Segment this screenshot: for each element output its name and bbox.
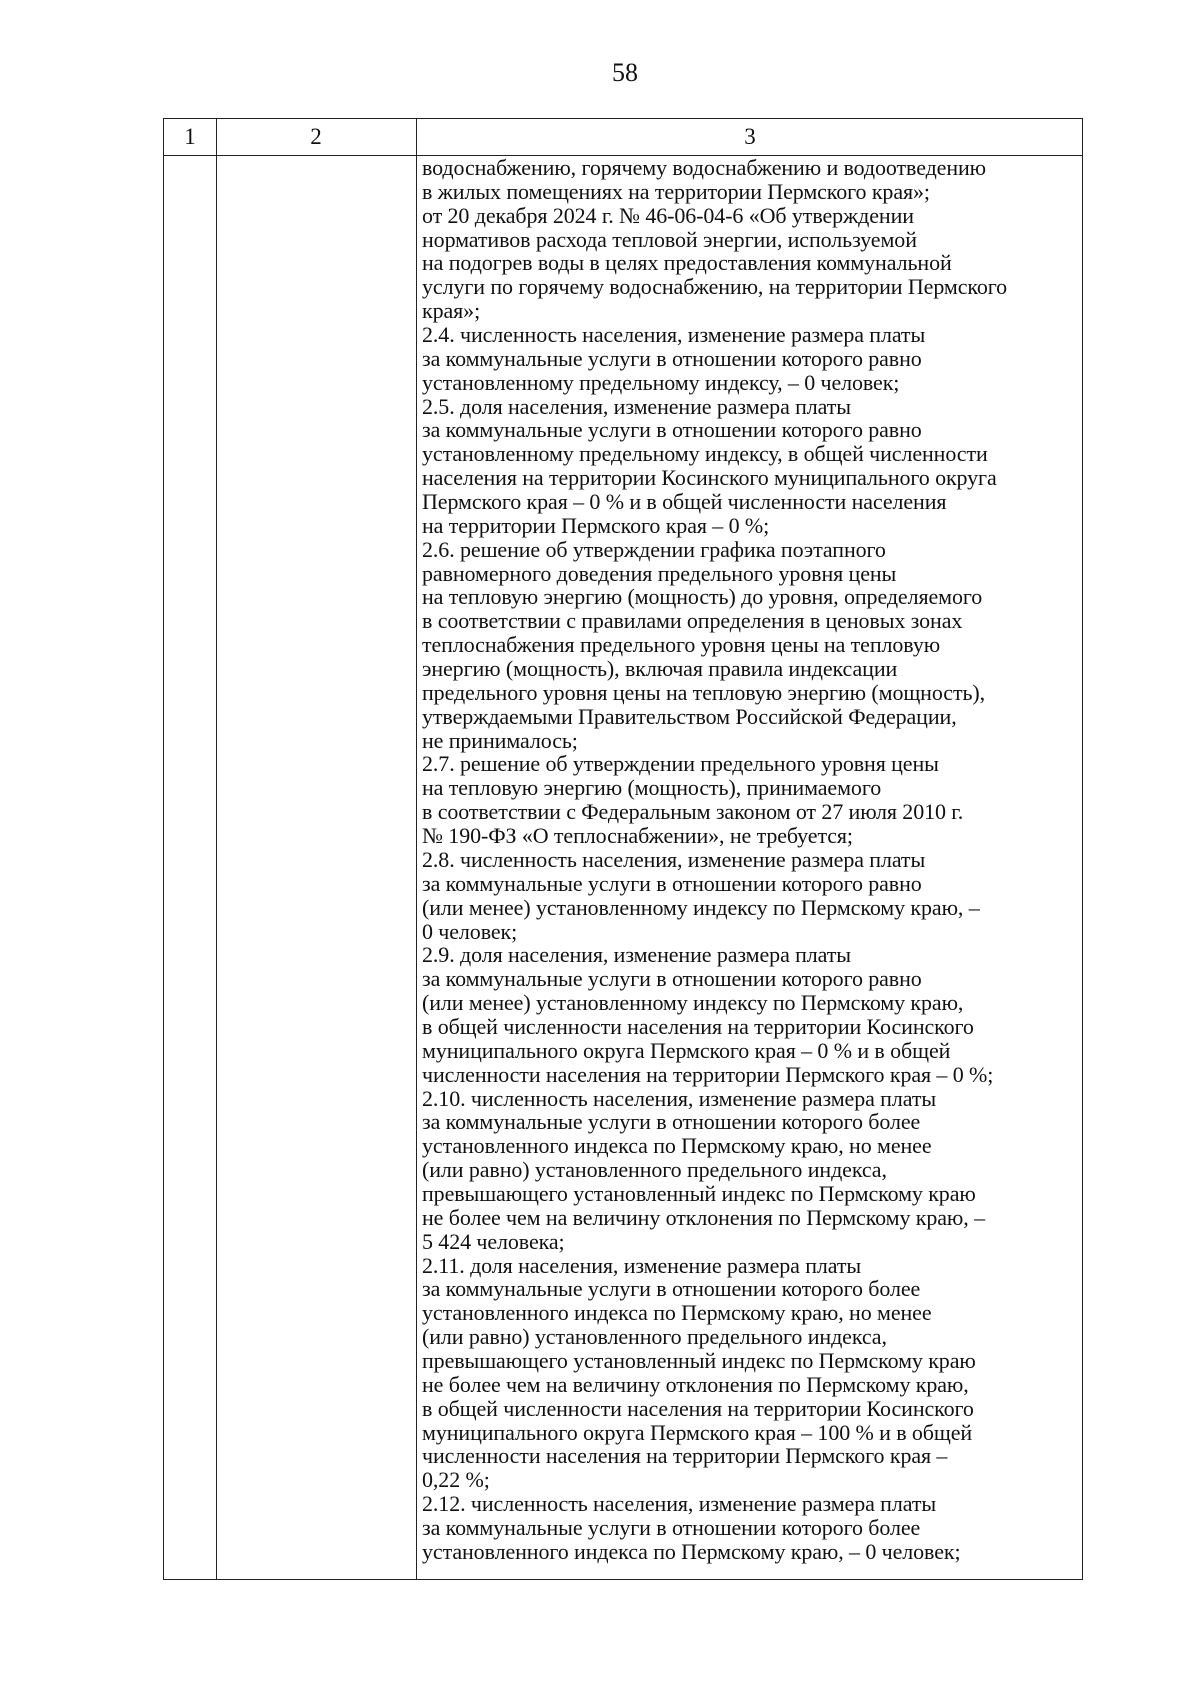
text-line: в общей численности населения на территории Косинского — [422, 1013, 974, 1039]
text-line: не более чем на величину отклонения по Пермскому краю, – — [422, 1204, 985, 1230]
text-line: за коммунальные услуги в отношении которого равно — [422, 345, 922, 371]
text-line: водоснабжению, горячему водоснабжению и водоотведению — [422, 155, 987, 180]
text-line: в соответствии с Федеральным законом от 27 июля 2010 г. — [422, 799, 964, 825]
text-line: 2.9. доля населения, изменение размера платы — [422, 942, 851, 968]
text-line: установленному предельному индексу, – 0 человек; — [422, 369, 900, 395]
text-line: установленному предельному индексу, в общей численности — [422, 441, 988, 467]
text-line: за коммунальные услуги в отношении которого равно — [422, 870, 922, 896]
text-line: Пермского края – 0 % и в общей численности населения — [422, 489, 947, 515]
text-line: численности населения на территории Пермского края – — [422, 1443, 948, 1469]
text-line: установленного индекса по Пермскому краю, но менее — [422, 1300, 932, 1326]
text-line: нормативов расхода тепловой энергии, используемой — [422, 226, 917, 252]
text-line: муниципального округа Пермского края – 100 % и в общей — [422, 1419, 973, 1445]
text-line: не более чем на величину отклонения по Пермскому краю, — [422, 1371, 969, 1397]
text-line: 2.6. решение об утверждении графика поэтапного — [422, 536, 886, 562]
text-line: услуги по горячему водоснабжению, на территории Пермского — [422, 274, 1008, 300]
text-line: 0,22 %; — [422, 1467, 490, 1493]
text-line: превышающего установленный индекс по Пермскому краю — [422, 1347, 976, 1373]
text-line: 0 человек; — [422, 918, 518, 944]
text-line: муниципального округа Пермского края – 0 % и в общей — [422, 1037, 951, 1063]
text-line: численности населения на территории Пермского края – 0 %; — [422, 1061, 994, 1087]
text-line: в соответствии с правилами определения в ценовых зонах — [422, 608, 963, 634]
text-line: на территории Пермского края – 0 %; — [422, 512, 770, 538]
text-line: населения на территории Косинского муниципального округа — [422, 465, 997, 491]
text-line: за коммунальные услуги в отношении которого равно — [422, 966, 922, 992]
text-line: (или менее) установленному индексу по Пермскому краю, — [422, 990, 964, 1016]
page-number: 58 — [612, 58, 638, 87]
text-line: 2.12. численность населения, изменение размера платы — [422, 1491, 937, 1517]
text-line: за коммунальные услуги в отношении которого равно — [422, 417, 922, 443]
text-line: в жилых помещениях на территории Пермского края»; — [422, 178, 930, 204]
text-line: (или равно) установленного предельного индекса, — [422, 1157, 887, 1183]
document-table — [163, 118, 1083, 1580]
text-line: 2.4. численность населения, изменение размера платы — [422, 322, 926, 348]
text-line: в общей численности населения на территории Косинского — [422, 1395, 974, 1421]
column-header-2: 2 — [310, 124, 322, 149]
text-line: № 190-ФЗ «О теплоснабжении», не требуется; — [422, 823, 853, 849]
column-divider-1 — [216, 119, 217, 1579]
text-line: края»; — [422, 298, 481, 324]
text-line: за коммунальные услуги в отношении которого более — [422, 1109, 921, 1135]
text-line: 2.5. доля населения, изменение размера платы — [422, 393, 851, 419]
column-divider-2 — [416, 119, 417, 1579]
text-line: 2.7. решение об утверждении предельного уровня цены — [422, 751, 939, 777]
column-header-3: 3 — [744, 124, 756, 149]
text-line: 2.8. численность населения, изменение размера платы — [422, 846, 926, 872]
text-line: 2.10. численность населения, изменение размера платы — [422, 1085, 937, 1111]
text-line: равномерного доведения предельного уровня цены — [422, 560, 897, 586]
text-line: на тепловую энергию (мощность), принимаемого — [422, 775, 882, 801]
text-line: установленного индекса по Пермскому краю, – 0 человек; — [422, 1538, 961, 1564]
text-line: утверждаемыми Правительством Российской Федерации, — [422, 703, 957, 729]
text-line: (или менее) установленному индексу по Пермскому краю, – — [422, 894, 980, 920]
text-line: установленного индекса по Пермскому краю, но менее — [422, 1133, 932, 1159]
text-line: теплоснабжения предельного уровня цены на тепловую — [422, 632, 941, 658]
text-line: на подогрев воды в целях предоставления коммунальной — [422, 250, 952, 276]
text-line: 2.11. доля населения, изменение размера платы — [422, 1252, 862, 1278]
column-3-text — [422, 156, 1082, 1564]
text-line: предельного уровня цены на тепловую энергию (мощность), — [422, 679, 986, 705]
text-line: энергию (мощность), включая правила индексации — [422, 656, 898, 682]
text-line: на тепловую энергию (мощность) до уровня, определяемого — [422, 584, 983, 610]
text-line: не принималось; — [422, 727, 578, 753]
text-line: (или равно) установленного предельного индекса, — [422, 1324, 887, 1350]
text-line: 5 424 человека; — [422, 1228, 565, 1254]
text-line: от 20 декабря 2024 г. № 46-06-04-6 «Об утверждении — [422, 202, 914, 228]
text-line: за коммунальные услуги в отношении которого более — [422, 1514, 921, 1540]
column-header-1: 1 — [184, 124, 196, 149]
text-line: за коммунальные услуги в отношении которого более — [422, 1276, 921, 1302]
text-line: превышающего установленный индекс по Пермскому краю — [422, 1180, 976, 1206]
